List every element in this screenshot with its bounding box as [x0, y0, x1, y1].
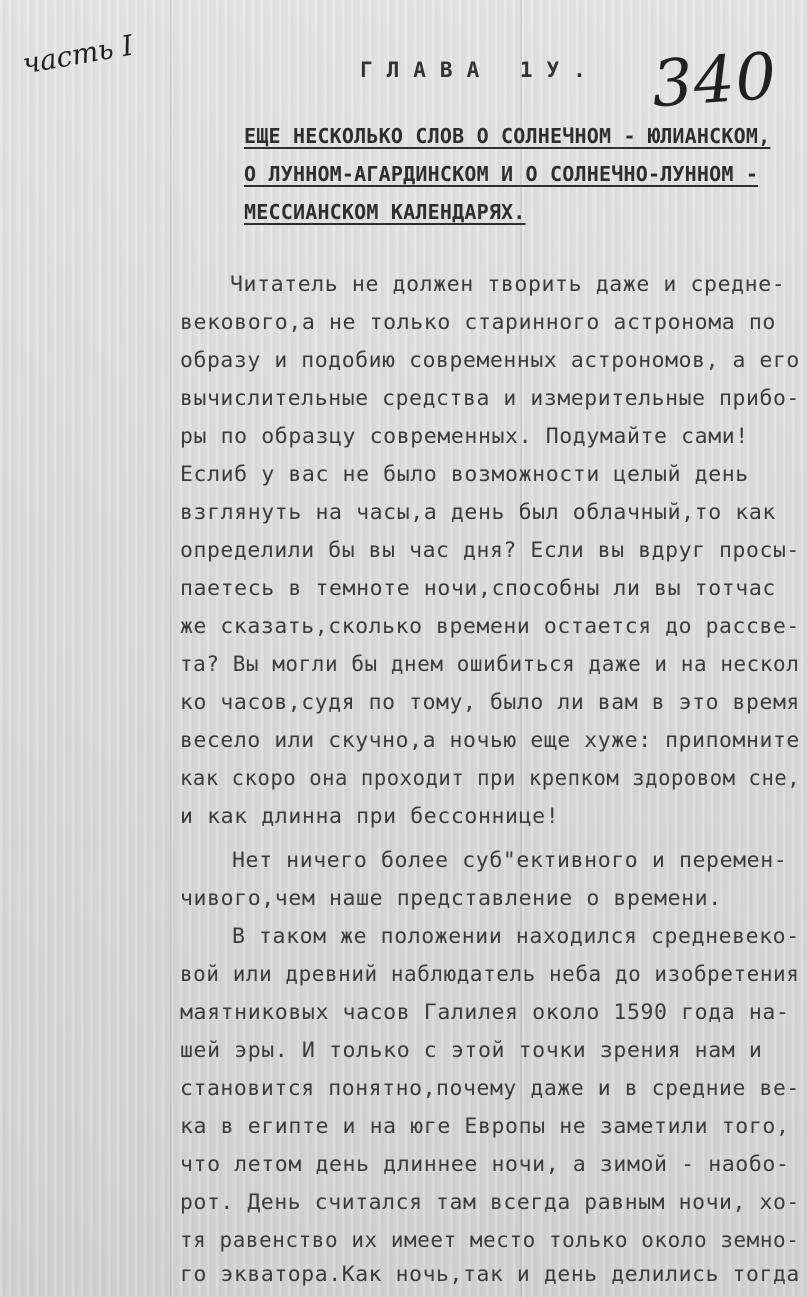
body-line: шей эры. И только с этой точки зрения нам и — [180, 1038, 763, 1063]
body-line: взглянуть на часы,а день был облачный,то как — [180, 500, 776, 525]
chapter-title-line: ЕЩЕ НЕСКОЛЬКО СЛОВ О СОЛНЕЧНОМ - ЮЛИАНСКОМ, — [244, 124, 771, 148]
paper-fold — [170, 0, 172, 1297]
body-line: ко часов,судя по тому, было ли вам в это время — [180, 690, 800, 715]
body-line: Читатель не должен творить даже и средне- — [230, 272, 786, 297]
body-line: становится понятно,почему даже и в средние ве- — [180, 1076, 800, 1101]
body-line: чивого,чем наше представление о времени. — [180, 886, 722, 911]
handwritten-chapter-mark: часть I — [19, 28, 136, 81]
body-line: маятниковых часов Галилея около 1590 года на- — [180, 1000, 790, 1025]
body-line: вой или древний наблюдатель неба до изобретения — [180, 962, 800, 987]
body-line: что летом день длиннее ночи, а зимой - наобо- — [180, 1152, 790, 1177]
body-line: и как длинна при бессоннице! — [180, 804, 560, 829]
chapter-heading: ГЛАВА 1У. — [360, 58, 600, 82]
body-line: тя равенство их имеет место только около земно- — [180, 1228, 800, 1253]
body-line: ры по образцу современных. Подумайте сами! — [180, 424, 749, 449]
body-line: же сказать,сколько времени остается до рассве- — [180, 614, 800, 639]
body-line: весело или скучно,а ночью еще хуже: припомните — [180, 728, 800, 753]
chapter-title-line: О ЛУННОМ-АГАРДИНСКОМ И О СОЛНЕЧНО-ЛУННОМ - — [244, 162, 759, 186]
body-line: та? Вы могли бы днем ошибиться даже и на нескол — [180, 652, 800, 677]
body-line: ка в египте и на юге Европы не заметили того, — [180, 1114, 790, 1139]
body-line: Еслиб у вас не было возможности целый день — [180, 462, 749, 487]
body-line: го экватора.Как ночь,так и день делились тогда — [180, 1262, 800, 1287]
body-line: рот. День считался там всегда равным ночи, хо- — [180, 1190, 800, 1215]
body-line: определили бы вы час дня? Если вы вдруг просы- — [180, 538, 800, 563]
chapter-title-line: МЕССИАНСКОМ КАЛЕНДАРЯХ. — [244, 200, 526, 224]
body-line: векового,а не только старинного астронома по — [180, 310, 776, 335]
handwritten-page-number: 340 — [649, 39, 780, 123]
paper-fold — [520, 0, 522, 1297]
body-line: паетесь в темноте ночи,способны ли вы тотчас — [180, 576, 776, 601]
body-line: Нет ничего более суб"ективного и перемен- — [232, 848, 788, 873]
body-line: образу и подобию современных астрономов, а его — [180, 348, 800, 373]
body-line: вычислительные средства и измерительные прибо- — [180, 386, 800, 411]
body-line: как скоро она проходит при крепком здоровом сне, — [180, 766, 801, 791]
body-line: В таком же положении находился средневеко- — [232, 924, 800, 949]
